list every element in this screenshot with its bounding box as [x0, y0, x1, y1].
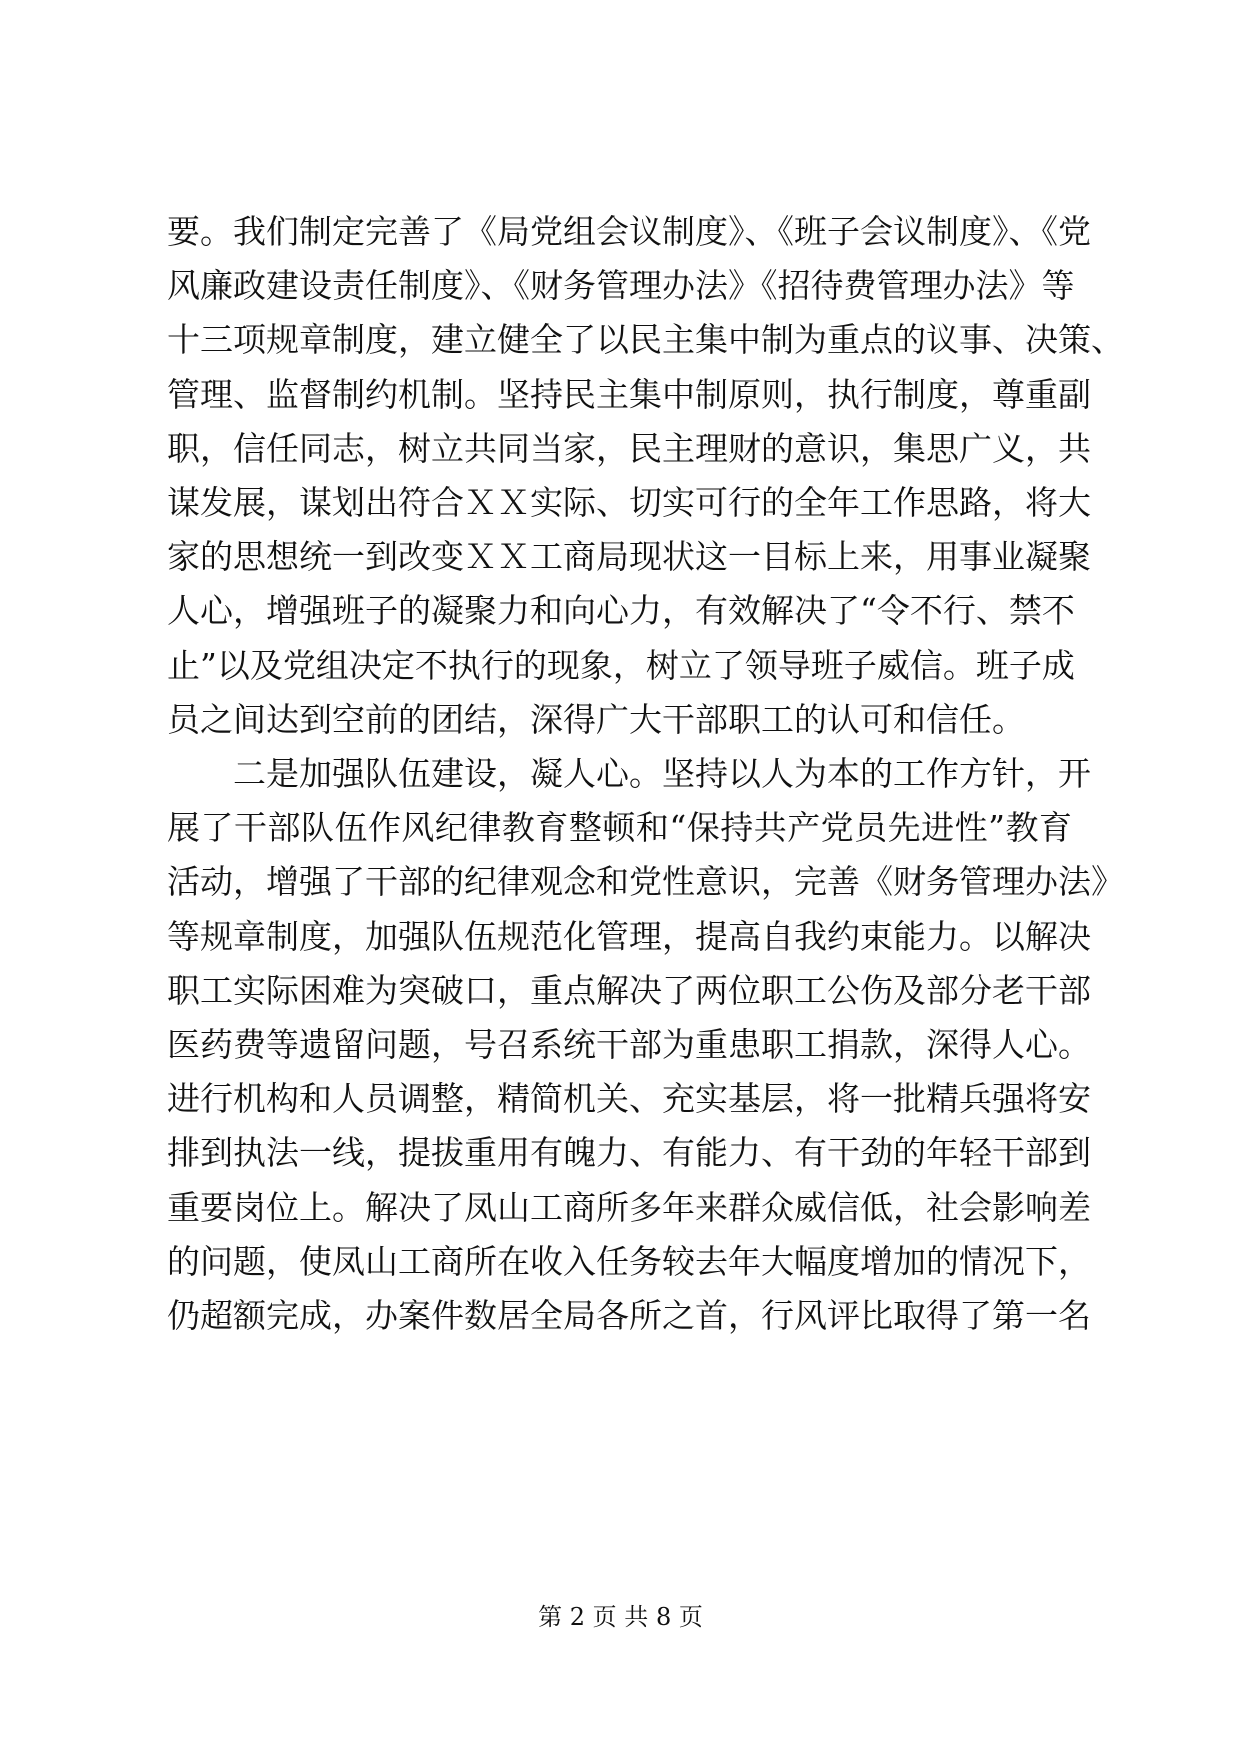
- text-line: 二是加强队伍建设，凝人心。坚持以人为本的工作方针，开: [233, 754, 1091, 793]
- text-line: 仍超额完成，办案件数居全局各所之首，行风评比取得了第一名: [167, 1296, 1091, 1335]
- text-line: 职，信任同志，树立共同当家，民主理财的意识，集思广义，共: [167, 428, 1091, 468]
- text-line: 进行机构和人员调整，精简机关、充实基层，将一批精兵强将安: [167, 1079, 1091, 1119]
- text-line: 要。我们制定完善了《局党组会议制度》、《班子会议制度》、《党: [167, 212, 1091, 251]
- text-line: 谋发展，谋划出符合ＸＸ实际、切实可行的全年工作思路，将大: [167, 483, 1091, 522]
- text-line: 活动，增强了干部的纪律观念和党性意识，完善《财务管理办法》: [167, 862, 1124, 902]
- text-line: 家的思想统一到改变ＸＸ工商局现状这一目标上来，用事业凝聚: [167, 537, 1091, 577]
- text-line: 人心，增强班子的凝聚力和向心力，有效解决了“令不行、禁不: [167, 591, 1075, 631]
- text-line: 重要岗位上。解决了凤山工商所多年来群众威信低，社会影响差: [167, 1187, 1091, 1227]
- text-line: 医药费等遗留问题，号召系统干部为重患职工捐款，深得人心。: [167, 1025, 1091, 1064]
- text-line: 职工实际困难为突破口，重点解决了两位职工公伤及部分老干部: [167, 970, 1091, 1010]
- text-line: 止”以及党组决定不执行的现象，树立了领导班子威信。班子成: [167, 645, 1075, 685]
- text-line: 的问题，使凤山工商所在收入任务较去年大幅度增加的情况下，: [167, 1241, 1091, 1281]
- text-line: 十三项规章制度，建立健全了以民主集中制为重点的议事、决策、: [167, 320, 1124, 360]
- page-footer: 第 2 页 共 8 页: [538, 1603, 703, 1631]
- text-line: 展了干部队伍作风纪律教育整顿和“保持共产党员先进性”教育: [167, 808, 1072, 848]
- text-line: 风廉政建设责任制度》、《财务管理办法》《招待费管理办法》等: [167, 266, 1075, 306]
- text-line: 等规章制度，加强队伍规范化管理，提高自我约束能力。以解决: [167, 916, 1091, 956]
- text-line: 排到执法一线，提拔重用有魄力、有能力、有干劲的年轻干部到: [167, 1133, 1091, 1173]
- text-line: 管理、监督制约机制。坚持民主集中制原则，执行制度，尊重副: [167, 374, 1091, 414]
- text-line: 员之间达到空前的团结，深得广大干部职工的认可和信任。: [167, 699, 1025, 739]
